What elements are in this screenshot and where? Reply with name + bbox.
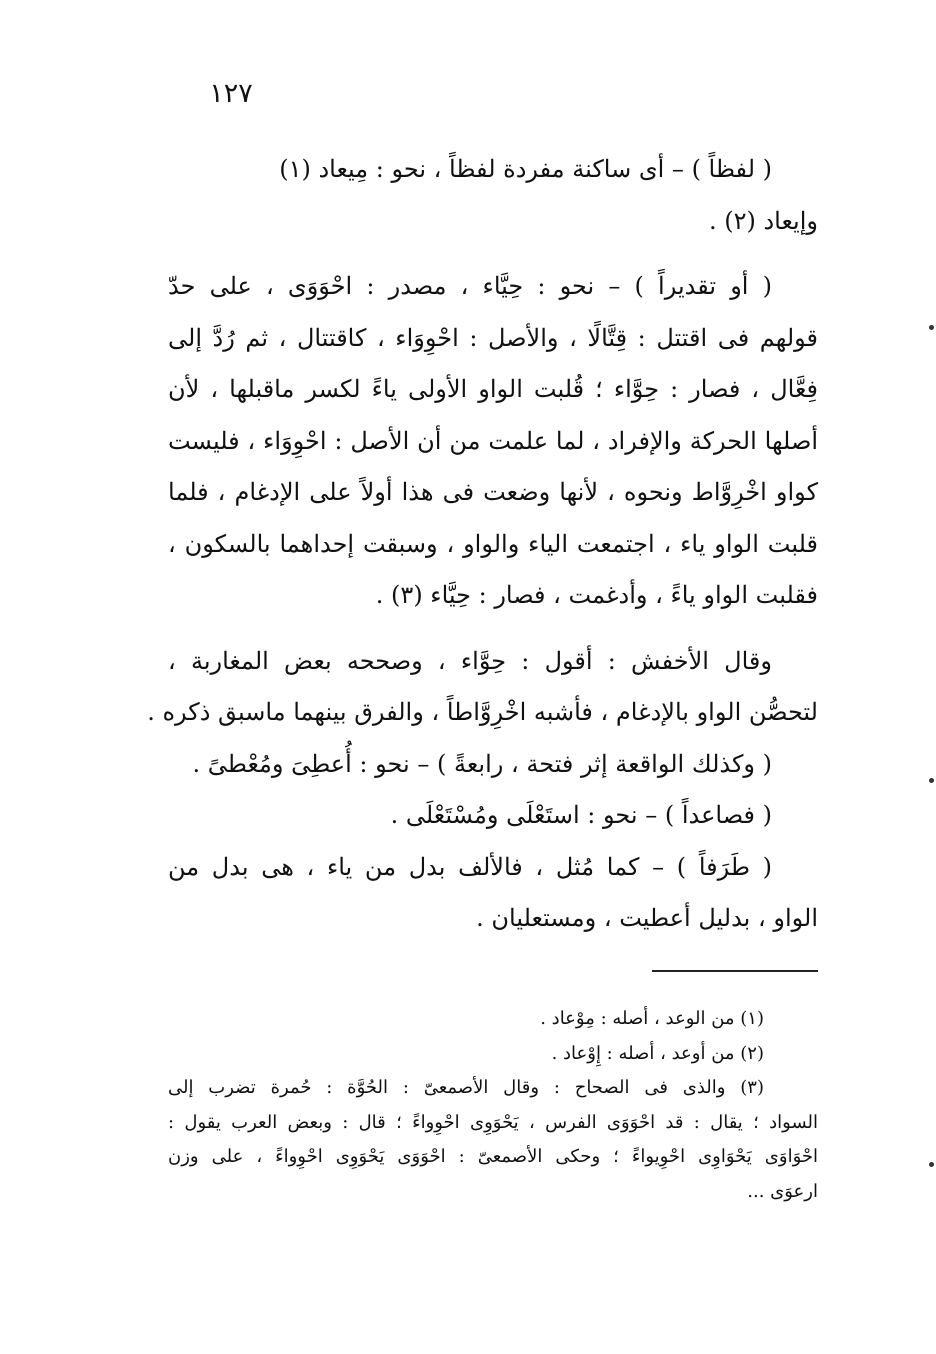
text-line: كواو اخْرِوَّاط ونحوه ، لأنها وضعت فى هذا أولاً على الإدغام ، فلما <box>168 478 818 506</box>
text-line: الواو ، بدليل أعطيت ، ومستعليان . <box>476 904 818 932</box>
margin-dot <box>929 1162 934 1167</box>
footnote-line: احْوَاوَى يَحْوَاوِى احْوِيواءً ؛ وحكى الأصمعىّ : احْوَوَى يَحْوَوِى احْوِواءً ، على وزن <box>168 1146 818 1167</box>
text-line: ( لفظاً ) – أى ساكنة مفردة لفظاً ، نحو : مِيعاد (١) <box>279 155 772 183</box>
footnote-line: ارعوَى ... <box>747 1180 818 1202</box>
footnote-line: السواد ؛ يقال : قد احْوَوَى الفرس ، يَحْوَوِى احْوِواءً ؛ قال : وبعض العرب يقول : <box>168 1111 818 1133</box>
paragraph-gap <box>168 622 818 636</box>
margin-dot <box>929 325 934 330</box>
paragraph-gap <box>168 247 818 261</box>
text-line: أصلها الحركة والإفراد ، لما علمت من أن الأصل : احْوِوَاء ، فليست <box>168 426 818 455</box>
text-line: لتحصُّن الواو بالإدغام ، فأشبه اخْرِوَّاطاً ، والفرق بينهما ماسبق ذكره . <box>147 698 818 726</box>
text-line: ( وكذلك الواقعة إثر فتحة ، رابعةً ) – نحو : أُعطِىَ ومُعْطىً . <box>192 749 772 778</box>
footnote-line: (٣) والذى فى الصحاح : وقال الأصمعىّ : الحُوَّة : حُمرة تضرب إلى <box>168 1077 764 1098</box>
text-line: وإيعاد (٢) . <box>708 206 818 235</box>
footnote-line: (٢) من أوعد ، أصله : إِوْعاد . <box>551 1042 764 1064</box>
footnotes <box>168 1002 818 1209</box>
text-line: ( فصاعداً ) – نحو : استَعْلَى ومُسْتَعْلَى . <box>390 801 772 829</box>
text-line: ( أو تقديراً ) – نحو : حِيَّاء ، مصدر : احْوَوَى ، على حدّ <box>168 272 772 300</box>
text-line: قلبت الواو ياء ، اجتمعت الياء والواو ، وسبقت إحداهما بالسكون ، <box>168 529 818 558</box>
text-line: فِعَّال ، فصار : حِوَّاء ؛ قُلبت الواو الأولى ياءً لكسر ماقبلها ، لأن <box>168 375 818 403</box>
margin-dot <box>929 778 934 783</box>
page-number: ١٢٧ <box>209 78 253 109</box>
text-line: فقلبت الواو ياءً ، وأدغمت ، فصار : حِيَّاء (٣) . <box>375 581 818 609</box>
text-line: قولهم فى اقتتل : قِتَّالًا ، والأصل : احْوِوَاء ، كاقتتال ، ثم رُدَّ إلى <box>168 323 818 352</box>
text-line: وقال الأخفش : أقول : حِوَّاء ، وصححه بعض المغاربة ، <box>168 646 772 675</box>
footnote-separator <box>652 970 818 972</box>
text-line: ( طَرَفاً ) – كما مُثل ، فالألف بدل من ياء ، هى بدل من <box>168 852 772 881</box>
main-text <box>147 144 818 945</box>
footnote-line: (١) من الوعد ، أصله : مِوْعاد . <box>540 1008 764 1029</box>
